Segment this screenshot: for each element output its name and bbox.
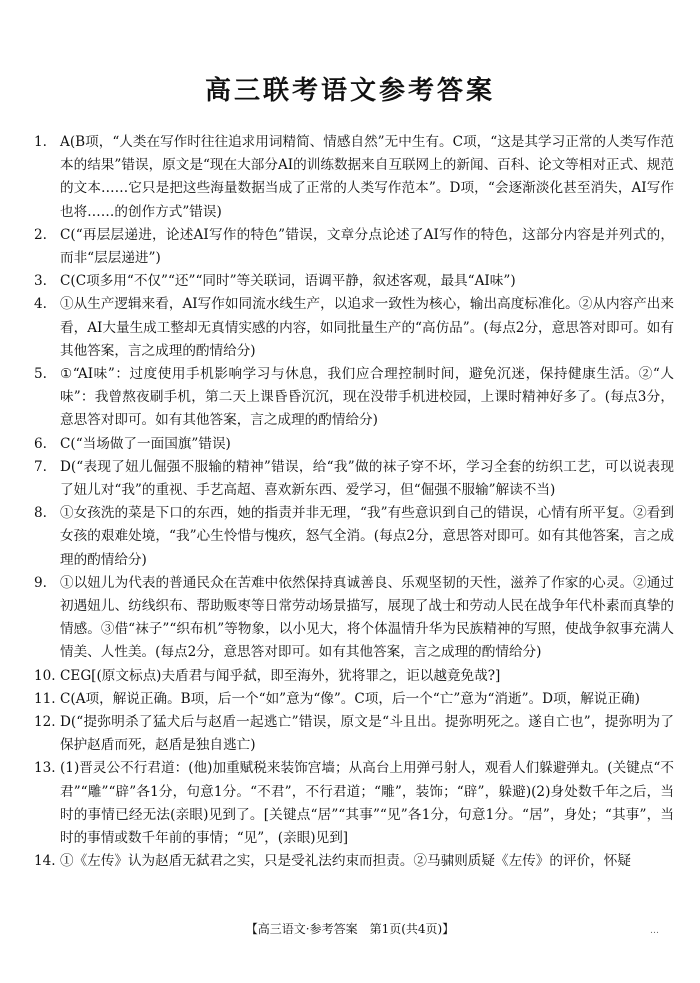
answer-item xyxy=(34,224,674,270)
answer-item xyxy=(34,293,674,363)
answer-number: 5. xyxy=(34,366,47,383)
answer-text: D(“提弥明杀了猛犬后与赵盾一起逃亡”错误，原文是“斗且出。提弥明死之。遂自亡也”，提弥明为了保护赵盾而死，赵盾是独自逃亡) xyxy=(60,714,674,754)
answer-text: C(A项，解说正确。B项，后一个“如”意为“像”。C项，后一个“亡”意为“消逝”。D项，解说正确) xyxy=(60,690,640,707)
answer-text: ①“AI味”：过度使用手机影响学习与休息，我们应合理控制时间，避免沉迷，保持健康生活。②“人味”：我曾熬夜刷手机，第二天上课昏昏沉沉，现在没带手机进校园，上课时精神好多了。(每点3分，意思答对即可。如有其他答案，言之成理的酌情给分) xyxy=(60,366,674,429)
answer-number: 3. xyxy=(34,273,47,290)
answer-number: 11. xyxy=(34,690,56,707)
answer-text: ①《左传》认为赵盾无弑君之实，只是受礼法约束而担责。②马骕则质疑《左传》的评价，怀疑 xyxy=(60,853,631,870)
answer-text: D(“表现了妞儿倔强不服输的精神”错误，给“我”做的袜子穿不坏，学习全套的纺织工艺，可以说表现了妞儿对“我”的重视、手艺高超、喜欢新东西、爱学习，但“倔强不服输”解读不当) xyxy=(60,458,674,499)
answer-number: 12. xyxy=(34,714,56,731)
answer-text: C(“当场做了一面国旗”错误) xyxy=(60,435,231,452)
answer-number: 10. xyxy=(34,667,56,684)
answer-text: ①从生产逻辑来看，AI写作如同流水线生产，以追求一致性为核心，输出高度标准化。②从内容产出来看，AI大量生成工整却无真情实感的内容，如同批量生产的“高仿品”。(每点2分，意思答对即可。如有其他答案，言之成理的酌情给分) xyxy=(60,296,674,359)
answer-list xyxy=(34,131,674,874)
answer-item xyxy=(34,456,674,502)
answer-text: C(C项多用“不仅”“还”“同时”等关联词，语调平静，叙述客观，最具“AI味”) xyxy=(60,273,516,290)
answer-item xyxy=(34,502,674,572)
answer-item xyxy=(34,688,674,711)
answer-item xyxy=(34,270,674,293)
answer-number: 14. xyxy=(34,853,56,870)
answer-number: 8. xyxy=(34,505,47,522)
answer-number: 2. xyxy=(34,226,47,243)
answer-number: 7. xyxy=(34,458,47,475)
page-title: 高三联考语文参考答案 xyxy=(204,76,495,106)
answer-number: 9. xyxy=(34,574,47,591)
answer-text: (1)晋灵公不行君道：(他)加重赋税来装饰宫墙；从高台上用弹弓射人，观看人们躲避弹丸。(关键点“不君”“雕”“辟”各1分，句意1分。“不君”，不行君道；“雕”，装饰；“辟”，躲避)(2)身处数千年之后，当时的事情已经无法(亲眼)见到了。[关键点“居”“其事”“见”各1分，句意1分。“居”，身处；“其事”，当时的事情或数千年前的事情；“见”，(亲眼)见到] xyxy=(60,760,674,847)
corner-mark: … xyxy=(650,926,659,936)
answer-item xyxy=(34,665,674,688)
answer-item xyxy=(34,711,674,757)
answer-number: 1. xyxy=(34,134,47,150)
answer-text: CEG[(原文标点)夫盾君与闻乎弑，即至海外，犹将罪之，讵以越竟免哉?] xyxy=(60,667,501,684)
answer-item xyxy=(34,363,674,433)
answer-text: ①以妞儿为代表的普通民众在苦难中依然保持真诚善良、乐观坚韧的天性，滋养了作家的心灵。②通过初遇妞儿、纺线织布、帮助贩枣等日常劳动场景描写，展现了战士和劳动人民在战争年代朴素而真挚的情感。③借“袜子”“织布机”等物象，以小见大，将个体温情升华为民族精神的写照，使战争叙事充满人情美、人性美。(每点2分，意思答对即可。如有其他答案，言之成理的酌情给分) xyxy=(60,574,674,661)
answer-text: ①女孩洗的菜是下口的东西，她的指责并非无理，“我”有些意识到自己的错误，心情有所平复。②看到女孩的艰难处境，“我”心生怜惜与愧疚，怒气全消。(每点2分，意思答对即可。如有其他答案，言之成理的酌情给分) xyxy=(60,505,674,568)
answer-text: A(B项，“人类在写作时往往追求用词精简、情感自然”无中生有。C项，“这是其学习正常的人类写作范本的结果”错误，原文是“现在大部分AI的训练数据来自互联网上的新闻、百科、论文等相对正式、规范的文本……它只是把这些海量数据当成了正常的人类写作范本”。D项，“会逐渐淡化甚至消失，AI写作也将……的创作方式”错误) xyxy=(60,134,674,220)
answer-number: 6. xyxy=(34,435,47,452)
answer-item xyxy=(34,850,674,873)
answer-item xyxy=(34,757,674,850)
answer-number: 13. xyxy=(34,760,56,777)
answer-item xyxy=(34,433,674,456)
answer-number: 4. xyxy=(34,296,47,313)
answer-item xyxy=(34,131,674,224)
answer-text: C(“再层层递进，论述AI写作的特色”错误，文章分点论述了AI写作的特色，这部分内容是并列式的，而非“层层递进”) xyxy=(60,226,674,267)
answer-item xyxy=(34,572,674,665)
page-footer: 【高三语文·参考答案 第1页(共4页)】 xyxy=(245,922,455,936)
